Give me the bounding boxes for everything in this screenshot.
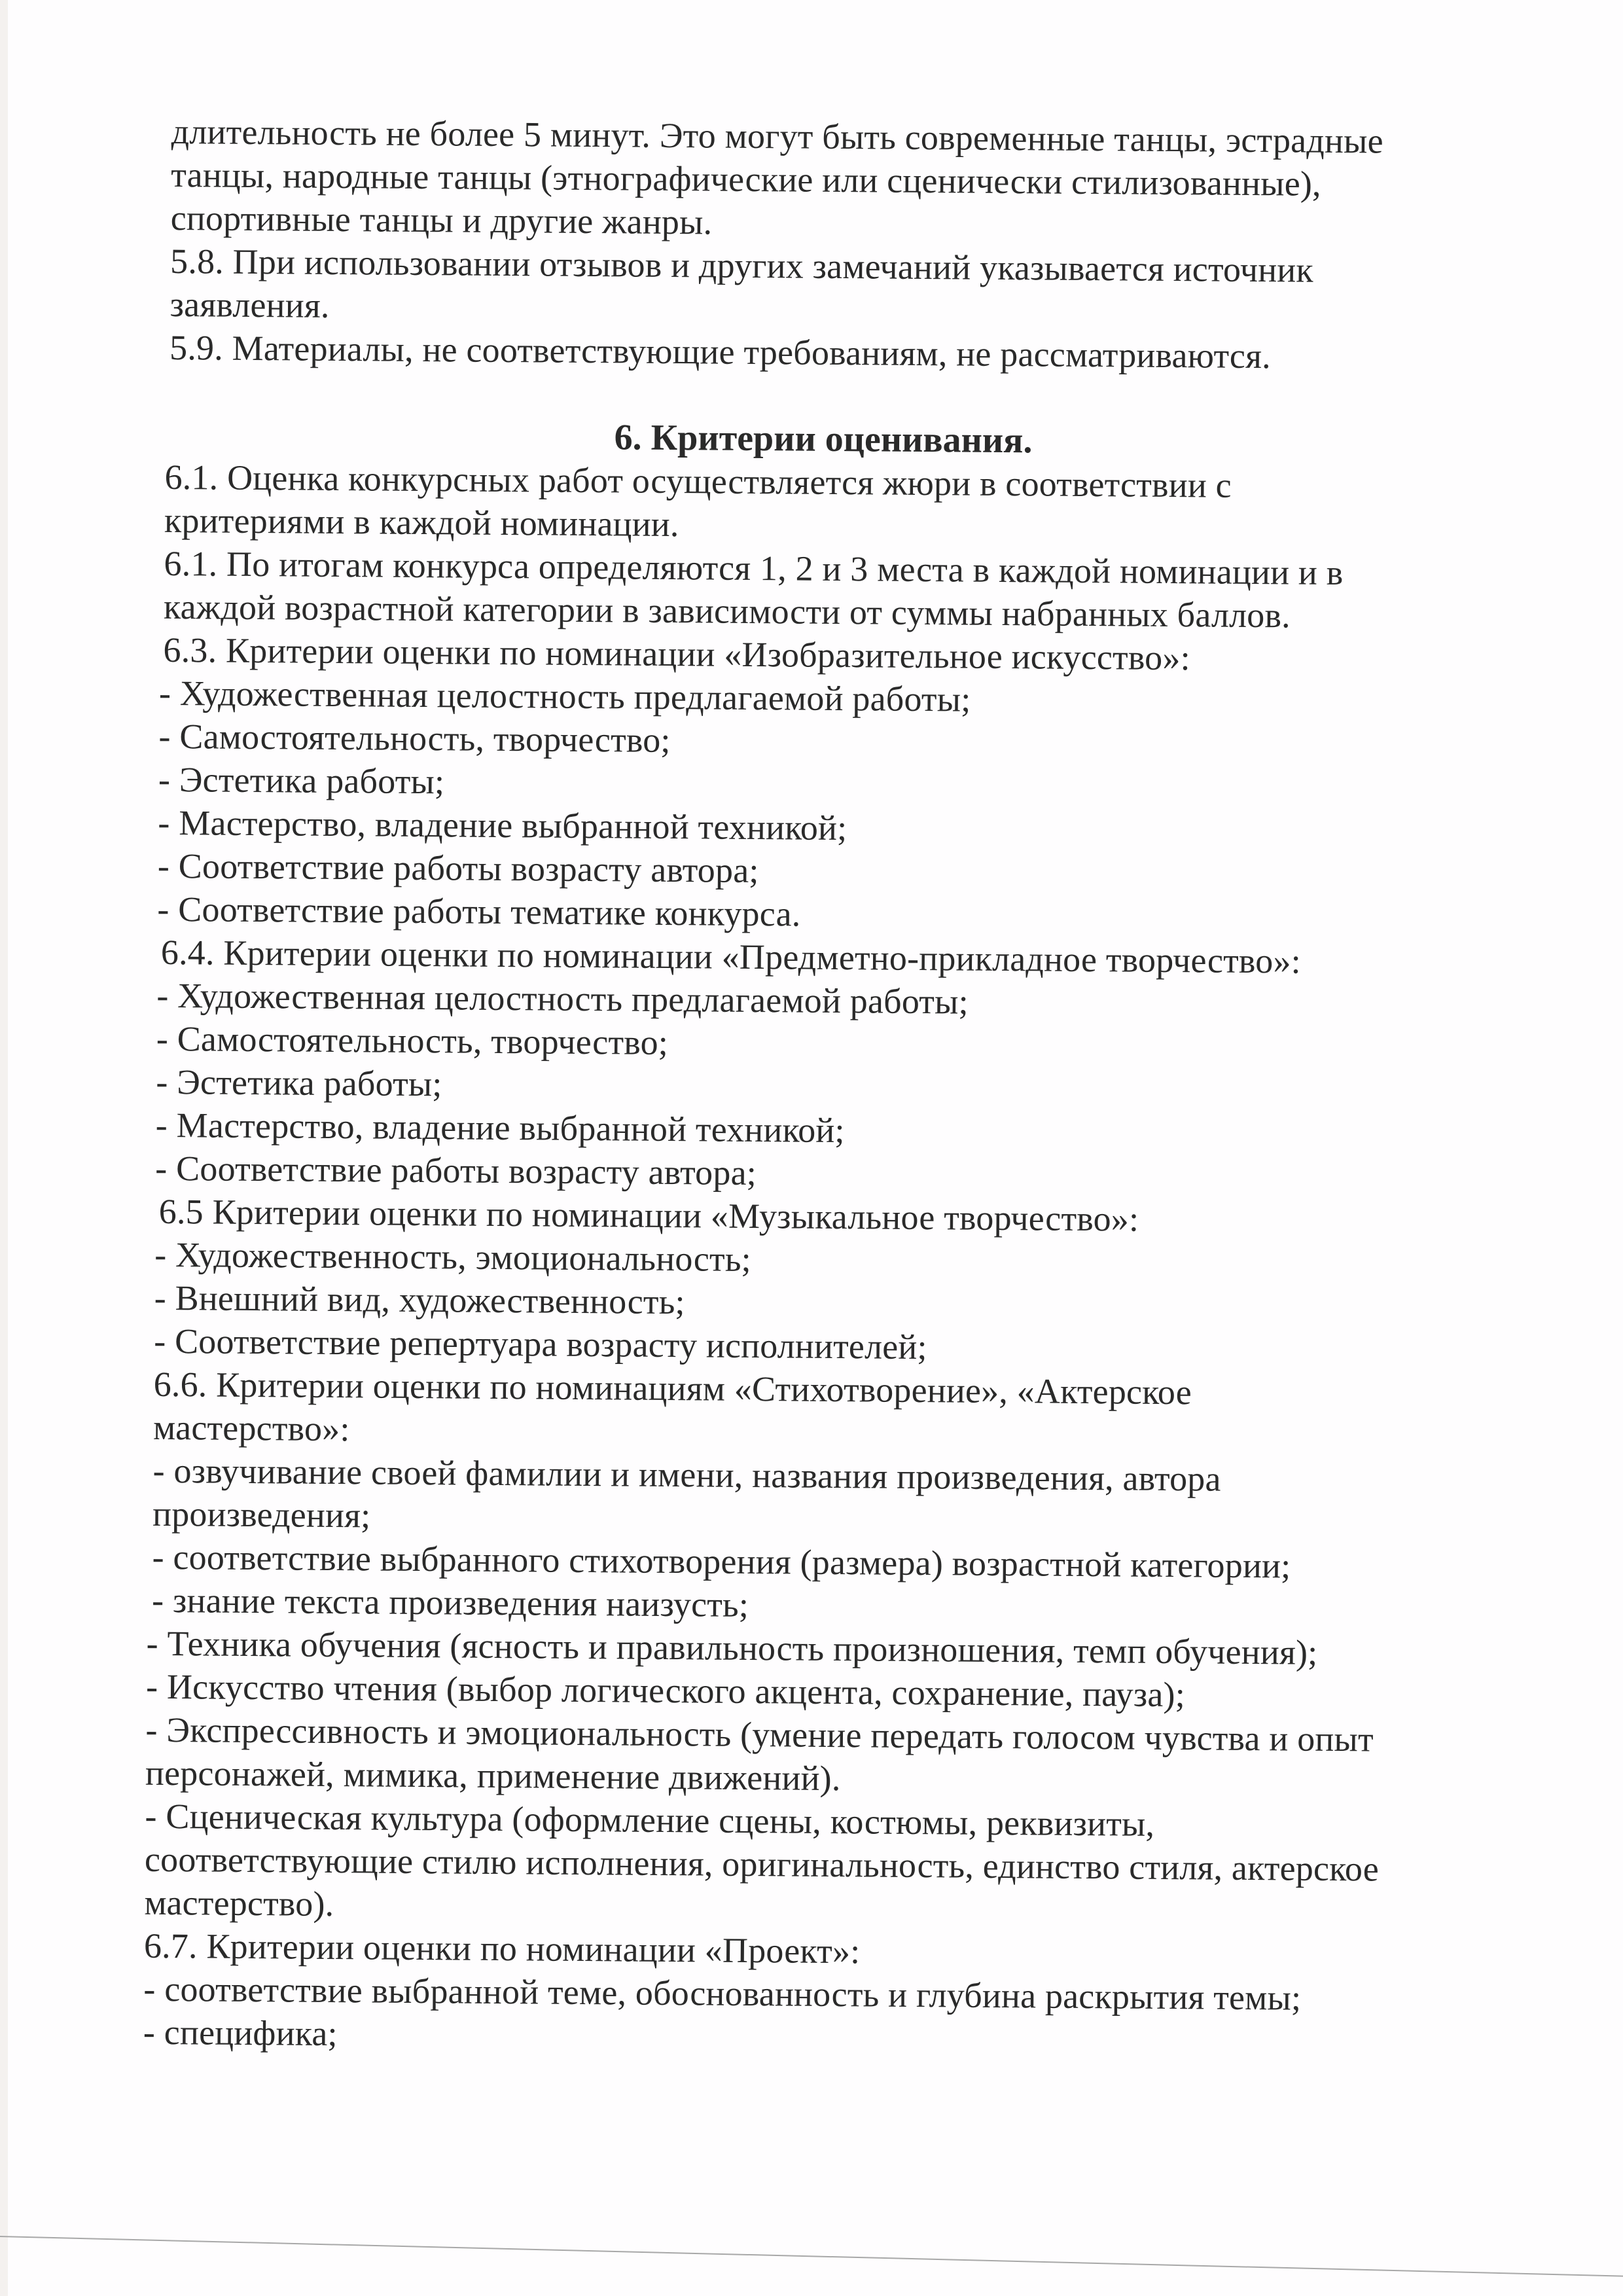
- item-6-1b-line: 6.1. По итогам конкурса определяются 1, 2 и 3 места в каждой номинации и в: [164, 543, 1344, 593]
- criterion-item: - Соответствие работы возрасту автора;: [157, 846, 759, 891]
- criterion-item: - озвучивание своей фамилии и имени, названия произведения, автора: [152, 1450, 1221, 1499]
- criterion-item: - Внешний вид, художественность;: [154, 1278, 686, 1322]
- scan-edge: [0, 0, 8, 2296]
- criterion-item: - Искусство чтения (выбор логического акцента, сохранение, пауза);: [145, 1666, 1186, 1715]
- criterion-item: - Экспрессивность и эмоциональность (умение передать голосом чувства и опыт: [145, 1710, 1374, 1759]
- scan-edge-line: [0, 2236, 1623, 2277]
- criterion-item: - Самостоятельность, творчество;: [156, 1018, 669, 1063]
- criterion-item: - Соответствие работы тематике конкурса.: [157, 889, 801, 934]
- criterion-item: - соответствие выбранной теме, обоснованность и глубина раскрытия темы;: [143, 1969, 1302, 2018]
- item-6-1b-line: каждой возрастной категории в зависимости от суммы набранных баллов.: [163, 586, 1291, 636]
- document-body: [143, 110, 1520, 2064]
- section-heading: 6. Критерии оценивания.: [614, 417, 1033, 461]
- criterion-item: - Техника обучения (ясность и правильность произношения, темп обучения);: [146, 1623, 1318, 1672]
- criterion-item: - соответствие выбранного стихотворения (размера) возрастной категории;: [152, 1537, 1291, 1586]
- paragraph-line: длительность не более 5 минут. Это могут быть современные танцы, эстрадные: [171, 111, 1383, 161]
- item-6-4-title: 6.4. Критерии оценки по номинации «Предметно-прикладное творчество»:: [160, 932, 1302, 981]
- item-6-1a-line: 6.1. Оценка конкурсных работ осуществляется жюри в соответствии с: [164, 457, 1232, 505]
- paragraph-line: танцы, народные танцы (этнографические или сценически стилизованные),: [170, 154, 1321, 204]
- item-6-3-title: 6.3. Критерии оценки по номинации «Изобразительное искусство»:: [163, 630, 1191, 678]
- criterion-item: соответствующие стилю исполнения, оригинальность, единство стиля, актерское: [144, 1839, 1380, 1889]
- criterion-item: произведения;: [152, 1494, 371, 1535]
- criterion-item: - Самостоятельность, творчество;: [158, 716, 671, 761]
- item-5-8-line: заявления.: [169, 284, 330, 325]
- criterion-item: - Художественная целостность предлагаемой работы;: [158, 673, 971, 719]
- item-6-6-title: 6.6. Критерии оценки по номинациям «Стихотворение», «Актерское: [153, 1364, 1192, 1412]
- item-6-7-title: 6.7. Критерии оценки по номинации «Проект»:: [143, 1926, 861, 1971]
- criterion-item: персонажей, мимика, применение движений).: [145, 1753, 841, 1799]
- item-6-5-title: 6.5 Критерии оценки по номинации «Музыкальное творчество»:: [158, 1191, 1139, 1239]
- criterion-item: - Соответствие работы возрасту автора;: [155, 1148, 757, 1193]
- criterion-item: - Эстетика работы;: [158, 759, 445, 802]
- criterion-item: - Эстетика работы;: [156, 1062, 442, 1104]
- criterion-item: - Сценическая культура (оформление сцены, костюмы, реквизиты,: [145, 1796, 1155, 1844]
- criterion-item: - специфика;: [143, 2012, 338, 2054]
- item-5-8-line: 5.8. При использовании отзывов и других замечаний указывается источник: [169, 241, 1314, 290]
- item-6-6-title: мастерство»:: [152, 1407, 350, 1449]
- criterion-item: мастерство).: [144, 1882, 334, 1924]
- item-6-1a-line: критериями в каждой номинации.: [164, 500, 679, 545]
- criterion-item: - Соответствие репертуара возрасту исполнителей;: [153, 1321, 927, 1367]
- criterion-item: - Художественность, эмоциональность;: [154, 1234, 752, 1280]
- criterion-item: - знание текста произведения наизусть;: [151, 1580, 749, 1624]
- paragraph-line: спортивные танцы и другие жанры.: [170, 198, 713, 242]
- item-5-9-line: 5.9. Материалы, не соответствующие требованиям, не рассматриваются.: [169, 327, 1272, 376]
- criterion-item: - Мастерство, владение выбранной техникой;: [155, 1105, 845, 1151]
- criterion-item: - Мастерство, владение выбранной техникой;: [158, 802, 847, 848]
- criterion-item: - Художественная целостность предлагаемой работы;: [156, 975, 969, 1022]
